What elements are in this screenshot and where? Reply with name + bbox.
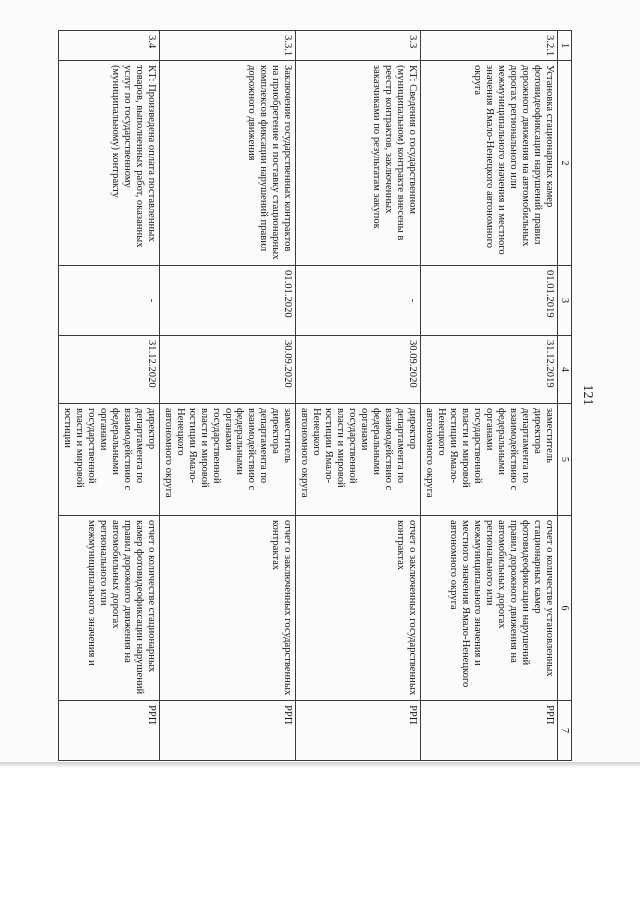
task-name: Установка стационарных камер фотовидеофиксации нарушений правил дорожного движения на автомобильных дорогах регионального или межмуниципального значения и местного значения Ямало-Ненецкого автономного округа: [421, 61, 558, 266]
table-row: [296, 31, 421, 761]
result-document: отчет о количестве установленных стационарных камер фотовидеофиксации нарушений правил дорожного движения на автомобильных дорогах регионального или межмуниципального значения и местного значения Ямало-Ненецкого автономного округа: [421, 516, 558, 701]
end-date: 31.12.2020: [58, 336, 159, 404]
col-header-1: 1: [557, 31, 571, 61]
task-name: Заключение государственных контрактов на приобретение и поставку стационарных комплексов фиксации нарушений правил дорожного движения: [159, 61, 296, 266]
page-number: 121: [580, 384, 595, 406]
col-header-4: 4: [557, 336, 571, 404]
rotated-page-content: [61, 30, 600, 760]
responsible-person: директор департамента по взаимодействию с федеральными органами государственной власти и мировой юстиции: [58, 404, 159, 516]
start-date: 01.01.2020: [159, 266, 296, 336]
end-date: 30.09.2020: [296, 336, 421, 404]
row-number: 3.3: [296, 31, 421, 61]
row-number: 3.4: [58, 31, 159, 61]
col-header-3: 3: [557, 266, 571, 336]
task-name: КТ: Произведена оплата поставленных товаров, выполненных работ, оказанных услуг по государственному (муниципальному) контракту: [58, 61, 159, 266]
col-header-6: 6: [557, 516, 571, 701]
table-row: [159, 31, 296, 761]
control-level: РРП: [58, 701, 159, 761]
sheet-edge: [0, 762, 640, 768]
control-level: РРП: [421, 701, 558, 761]
col-header-5: 5: [557, 404, 571, 516]
result-document: отчет о количестве стационарных камер фотовидеофиксации нарушений правил дорожного движения на автомобильных дорогах регионального или межмуниципального значения и: [58, 516, 159, 701]
responsible-person: заместитель директора департамента по взаимодействию с федеральными органами государственной власти и мировой юстиции Ямало-Ненецкого автономного округа: [421, 404, 558, 516]
control-level: РРП: [296, 701, 421, 761]
table-row: [421, 31, 558, 761]
result-document: отчет о заключенных государственных контрактах: [159, 516, 296, 701]
responsible-person: заместитель директора департамента по взаимодействию с федеральными органами государственной власти и мировой юстиции Ямало-Ненецкого автономного округа: [159, 404, 296, 516]
responsible-person: директор департамента по взаимодействию с федеральными органами государственной власти и мировой юстиции Ямало-Ненецкого автономного округа: [296, 404, 421, 516]
end-date: 30.09.2020: [159, 336, 296, 404]
start-date: -: [58, 266, 159, 336]
project-plan-table: [58, 30, 572, 761]
row-number: 3.2.1: [421, 31, 558, 61]
row-number: 3.3.1: [159, 31, 296, 61]
result-document: отчет о заключенных государственных контрактах: [296, 516, 421, 701]
start-date: 01.01.2019: [421, 266, 558, 336]
control-level: РРП: [159, 701, 296, 761]
end-date: 31.12.2019: [421, 336, 558, 404]
task-name: КТ: Сведения о государственном (муниципальном) контракте внесены в реестр контрактов, заключенных заказчиками по результатам закупок: [296, 61, 421, 266]
col-header-2: 2: [557, 61, 571, 266]
start-date: -: [296, 266, 421, 336]
col-header-7: 7: [557, 701, 571, 761]
header-row: [557, 31, 571, 761]
table-row: [58, 31, 159, 761]
